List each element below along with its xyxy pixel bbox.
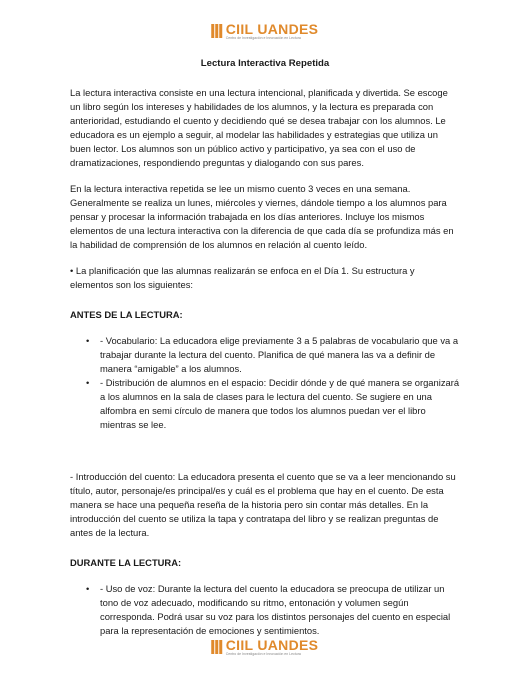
document-body: [70, 57, 460, 653]
logo-subtitle: Centro de Investigación e Innovación en Lectura: [225, 36, 301, 40]
bullet-icon: •: [86, 583, 90, 594]
intro-paragraph-1: La lectura interactiva consiste en una lectura intencional, planificada y divertida. Se escoge un libro según los intereses y habilidades de los alumnos, y la lectura es preparada con anterioridad, estudiando el cuento y decidiendo qué se desea trabajar con los alumnos. Le educadora es un ejemplo a seguir, al modelar las habilidades y estrategias que utiliza un buen lector. Los alumnos son un público activo y participativo, ya sea con el uso de dramatizaciones, respondiendo preguntas y dialogando con sus pares.: [70, 87, 448, 168]
intro-paragraph-2: En la lectura interactiva repetida se lee un mismo cuento 3 veces en una semana. Generalmente se realiza un lunes, miércoles y viernes, dándole tiempo a los alumnos para pensar y procesar la información trabajada en los días anteriores. Incluye los mismos elementos de una lectura interactiva con la diferencia de que cada día se profundiza más en la habilidad de comprensión de los alumnos en relación al cuento leído.: [70, 183, 454, 250]
introduccion-paragraph: - Introducción del cuento: La educadora presenta el cuento que se va a leer mencionando su título, autor, personaje/es principal/es y cuál es el problema que hay en el cuento. De esta manera se hace una pequeña reseña de la historia pero sin contar más detalles. En la introducción del cuento se utiliza la tapa y contratapa del libro y se realizan preguntas de antes de la lectura.: [70, 471, 456, 538]
antes-list: [70, 334, 460, 432]
logo-subtitle: Centro de Investigación e Innovación en Lectura: [225, 652, 301, 656]
logo-name: CIIL UANDES: [225, 637, 319, 653]
header-logo: [211, 22, 319, 41]
logo-mark-icon: [211, 640, 222, 654]
antes-heading: ANTES DE LA LECTURA:: [70, 309, 183, 320]
footer-logo: [211, 638, 319, 657]
logo-mark-icon: [211, 24, 222, 38]
list-item: • - Uso de voz: Durante la lectura del cuento la educadora se preocupa de utilizar un tono de voz adecuado, modificando su ritmo, entonación y volumen según corresponda. Podrá usar su voz para los distintos personajes del cuento en especial para la representación de emociones y sentimientos.: [86, 583, 451, 636]
intro-paragraph-3: • La planificación que las alumnas realizarán se enfoca en el Día 1. Su estructura y elementos son los siguientes:: [70, 265, 415, 290]
document-title: Lectura Interactiva Repetida: [200, 58, 330, 69]
list-item: • - Distribución de alumnos en el espacio: Decidir dónde y de qué manera se organizará a los alumnos en la sala de clases para le lectura del cuento. Se sugiere en una alfombra en semi círculo de manera que todos los alumnos puedan ver el libro mientras se lee.: [86, 377, 460, 430]
list-item: • - Vocabulario: La educadora elige previamente 3 a 5 palabras de vocabulario que va a trabajar durante la lectura del cuento. Planifica de qué manera las va a definir de manera “amigable” a los alumnos.: [86, 335, 459, 374]
bullet-icon: •: [86, 377, 90, 388]
durante-heading: DURANTE LA LECTURA:: [70, 557, 182, 568]
logo-name: CIIL UANDES: [225, 21, 319, 37]
durante-list: [70, 582, 460, 638]
bullet-icon: •: [86, 335, 90, 346]
